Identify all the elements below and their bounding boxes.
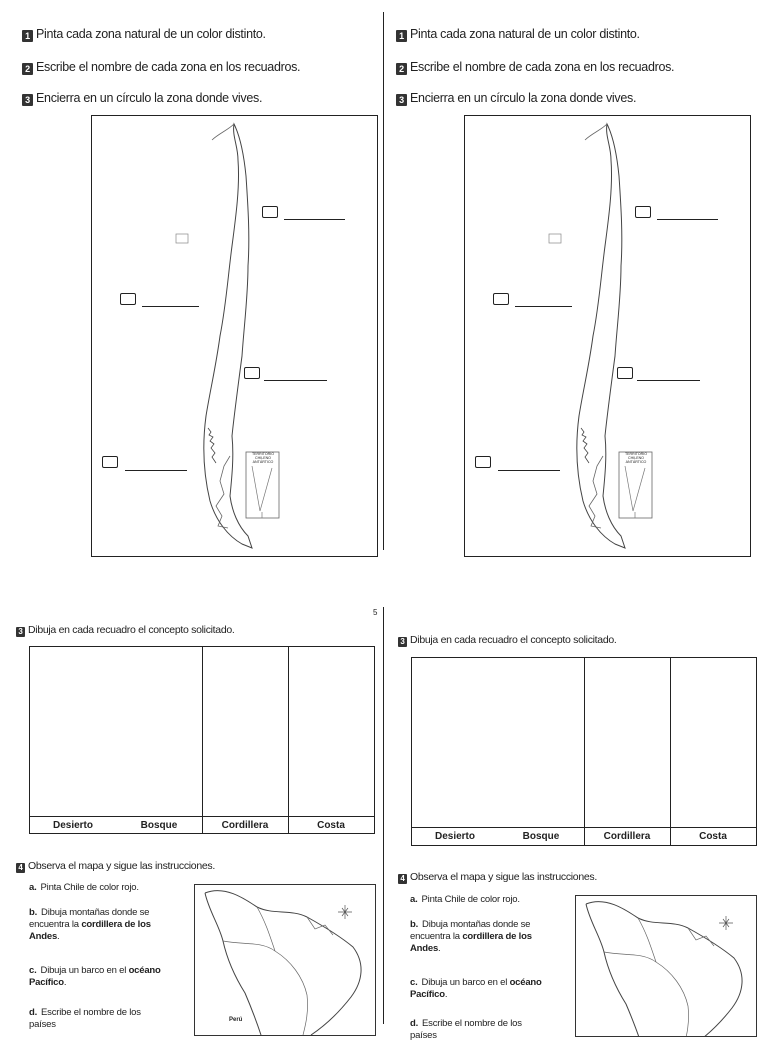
step-number-badge: 1 [396, 30, 407, 42]
zone-name-line[interactable] [498, 470, 560, 471]
header-cordillera: Cordillera [603, 831, 651, 842]
chile-map-frame-right [464, 115, 751, 557]
step-number-badge: 3 [398, 637, 407, 647]
south-america-outline [576, 896, 756, 1036]
zone-name-line[interactable] [142, 306, 199, 307]
instruction-text: Observa el mapa y sigue las instrucciones. [410, 871, 597, 883]
antarctic-inset-title: TERRITORIO CHILENO ANTÁRTICO [251, 452, 275, 464]
south-america-outline [195, 885, 375, 1035]
step-number-badge: 3 [16, 627, 25, 637]
instruction-text: Escribe el nombre de cada zona en los recuadros. [36, 60, 301, 74]
instruction-text: Observa el mapa y sigue las instrucciones. [28, 860, 215, 872]
step-number-badge: 1 [22, 30, 33, 42]
map-task-title-left [16, 858, 215, 874]
map-task-item-d: d. Escribe el nombre de los países [410, 1018, 522, 1041]
instruction-text: Pinta cada zona natural de un color distinto. [36, 27, 266, 41]
table-divider [202, 647, 203, 833]
instruction-step-2-left [22, 59, 300, 75]
zone-label-checkbox[interactable] [635, 206, 651, 218]
instruction-text: Dibuja en cada recuadro el concepto solicitado. [410, 634, 617, 646]
zone-label-checkbox[interactable] [244, 367, 260, 379]
instruction-step-2-right [396, 59, 674, 75]
step-number-badge: 3 [396, 94, 407, 106]
header-costa: Costa [699, 831, 727, 842]
instruction-step-3-left [22, 90, 262, 106]
header-bosque: Bosque [140, 820, 178, 831]
step-number-badge: 2 [396, 63, 407, 75]
map-task-item-c: c. Dibuja un barco en el océano Pacífico. [410, 977, 542, 1000]
header-cordillera: Cordillera [221, 820, 269, 831]
instruction-text: Pinta cada zona natural de un color distinto. [410, 27, 640, 41]
column-divider [383, 607, 384, 1024]
step-number-badge: 3 [22, 94, 33, 106]
column-divider [383, 12, 384, 550]
step-number-badge: 2 [22, 63, 33, 75]
step-number-badge: 4 [16, 863, 25, 873]
instruction-text: Encierra en un círculo la zona donde vives. [410, 91, 637, 105]
south-america-map-right [575, 895, 757, 1037]
step-number-badge: 4 [398, 874, 407, 884]
antarctic-inset-title: TERRITORIO CHILENO ANTÁRTICO [624, 452, 648, 464]
page-mark: 5 [373, 608, 378, 617]
map-task-item-a: a. Pinta Chile de color rojo. [29, 882, 139, 893]
table-divider [584, 658, 585, 845]
zone-name-line[interactable] [125, 470, 187, 471]
zone-label-checkbox[interactable] [617, 367, 633, 379]
south-america-map-left [194, 884, 376, 1036]
chile-map-outline [465, 116, 750, 556]
instruction-text: Encierra en un círculo la zona donde vives. [36, 91, 263, 105]
map-task-item-b: b. Dibuja montañas donde se encuentra la cordillera de los Andes. [410, 919, 532, 954]
zone-label-checkbox[interactable] [475, 456, 491, 468]
map-task-title-right [398, 869, 597, 885]
draw-table-left [29, 646, 375, 834]
instruction-text: Dibuja en cada recuadro el concepto solicitado. [28, 624, 235, 636]
zone-label-checkbox[interactable] [262, 206, 278, 218]
draw-task-title-left [16, 622, 235, 638]
map-label-peru: Perú [229, 1017, 243, 1023]
table-header-row [412, 827, 756, 845]
header-desierto: Desierto [434, 831, 475, 842]
zone-name-line[interactable] [284, 219, 345, 220]
draw-task-title-right [398, 632, 617, 648]
instruction-step-1-right [396, 26, 640, 42]
map-task-item-c: c. Dibuja un barco en el océano Pacífico. [29, 965, 161, 988]
map-task-item-a: a. Pinta Chile de color rojo. [410, 894, 520, 905]
chile-map-outline [92, 116, 377, 556]
header-costa: Costa [317, 820, 345, 831]
zone-name-line[interactable] [515, 306, 572, 307]
header-desierto: Desierto [52, 820, 93, 831]
zone-label-checkbox[interactable] [120, 293, 136, 305]
zone-name-line[interactable] [657, 219, 718, 220]
table-header-row [30, 816, 374, 834]
chile-map-frame-left [91, 115, 378, 557]
instruction-text: Escribe el nombre de cada zona en los recuadros. [410, 60, 675, 74]
table-divider [288, 647, 289, 833]
instruction-step-3-right [396, 90, 636, 106]
header-bosque: Bosque [522, 831, 560, 842]
table-divider [670, 658, 671, 845]
zone-label-checkbox[interactable] [102, 456, 118, 468]
map-task-item-d: d. Escribe el nombre de los países [29, 1007, 141, 1030]
zone-name-line[interactable] [264, 380, 327, 381]
map-task-item-b: b. Dibuja montañas donde se encuentra la cordillera de los Andes. [29, 907, 151, 942]
zone-name-line[interactable] [637, 380, 700, 381]
zone-label-checkbox[interactable] [493, 293, 509, 305]
instruction-step-1-left [22, 26, 266, 42]
draw-table-right [411, 657, 757, 846]
